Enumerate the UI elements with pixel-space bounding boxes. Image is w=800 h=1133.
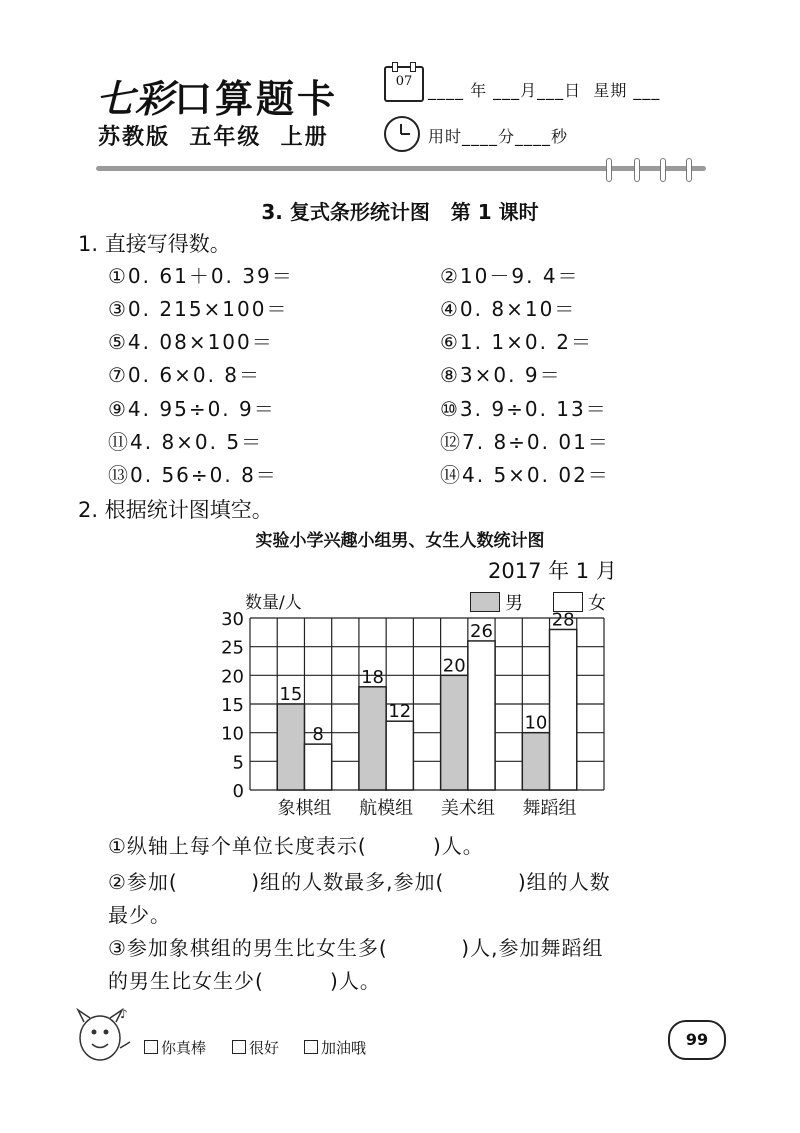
checkbox-icon[interactable] [144, 1040, 158, 1054]
x-tick-label: 美术组 [440, 798, 495, 819]
calc-item-12: ⑫7. 8÷0. 01＝ [440, 430, 610, 454]
calc-item-2: ②10－9. 4＝ [440, 264, 580, 288]
fill-question-2: ②参加( )组的人数最多,参加( )组的人数 [108, 870, 611, 894]
bar-male [277, 704, 304, 790]
logo-lead: 七彩 [96, 76, 175, 121]
rating-option-keep-going[interactable] [304, 1037, 366, 1058]
bar-value-label: 20 [442, 655, 466, 677]
fill-question-1: ①纵轴上每个单位长度表示( )人。 [108, 834, 484, 858]
time-fill-line: 用时____分____秒 [428, 127, 569, 146]
calc-item-4: ④0. 8×10＝ [440, 297, 577, 321]
bar-male [359, 687, 386, 790]
bar-female [386, 721, 413, 790]
bar-value-label: 26 [470, 620, 493, 642]
calc-item-13: ⑬0. 56÷0. 8＝ [108, 463, 278, 487]
bar-female [468, 641, 495, 790]
y-tick-label: 30 [221, 609, 244, 630]
calc-item-11: ⑪4. 8×0. 5＝ [108, 430, 264, 454]
calc-item-6: ⑥1. 1×0. 2＝ [440, 330, 594, 354]
bar-male [522, 733, 549, 790]
bar-value-label: 10 [524, 712, 548, 734]
fill-question-2-cont: 最少。 [108, 903, 171, 927]
question-1-title: 1. 直接写得数。 [78, 232, 231, 256]
bar-value-label: 8 [312, 724, 324, 746]
rating-option-label: 加油哦 [321, 1039, 367, 1057]
checkbox-icon[interactable] [304, 1040, 318, 1054]
legend-label-female: 女 [588, 593, 606, 614]
bar-value-label: 15 [279, 684, 303, 705]
chart-title: 实验小学兴趣小组男、女生人数统计图 [255, 531, 545, 551]
x-tick-label: 航模组 [359, 798, 414, 819]
bar-value-label: 12 [388, 701, 412, 723]
x-tick-label: 象棋组 [277, 798, 332, 819]
calc-item-8: ⑧3×0. 9＝ [440, 363, 562, 387]
chart-bars [277, 629, 577, 790]
calc-item-3: ③0. 215×100＝ [108, 297, 289, 321]
logo-main: 口算题卡 [174, 76, 339, 121]
calc-item-10: ⑩3. 9÷0. 13＝ [440, 397, 608, 421]
checkbox-icon[interactable] [232, 1040, 246, 1054]
bar-female [550, 629, 577, 790]
y-tick-label: 25 [221, 637, 244, 659]
chart-y-axis-label: 数量/人 [245, 593, 302, 613]
x-tick-label: 舞蹈组 [522, 798, 577, 819]
fill-question-3: ③参加象棋组的男生比女生多( )人,参加舞蹈组 [108, 936, 604, 960]
y-tick-label: 10 [221, 723, 244, 745]
bar-male [441, 675, 468, 790]
bar-female [304, 744, 331, 790]
cartoon-mascot-icon [72, 1002, 134, 1072]
rating-option-label: 你真棒 [161, 1039, 207, 1057]
rating-option-label: 很好 [249, 1039, 280, 1057]
edition-label: 苏教版 五年级 上册 [98, 125, 329, 150]
calc-item-5: ⑤4. 08×100＝ [108, 330, 274, 354]
rating-option-good[interactable] [232, 1037, 279, 1058]
calc-item-14: ⑭4. 5×0. 02＝ [440, 463, 610, 487]
question-2-title: 2. 根据统计图填空。 [78, 498, 273, 522]
legend-label-male: 男 [505, 593, 523, 614]
bar-value-label: 18 [361, 666, 384, 688]
y-tick-label: 15 [221, 695, 244, 716]
calc-item-9: ⑨4. 95÷0. 9＝ [108, 397, 276, 421]
calc-item-7: ⑦0. 6×0. 8＝ [108, 363, 262, 387]
calendar-icon-text: 07 [395, 74, 413, 89]
lesson-title: 3. 复式条形统计图 第 1 课时 [261, 200, 539, 224]
page-number: 99 [668, 1020, 726, 1060]
fill-question-3-cont: 的男生比女生少( )人。 [108, 969, 381, 993]
y-tick-label: 0 [232, 781, 244, 802]
calc-item-1: ①0. 61＋0. 39＝ [108, 264, 294, 288]
y-tick-label: 5 [232, 752, 244, 774]
svg-text:♪: ♪ [120, 1007, 128, 1021]
rating-option-great[interactable] [144, 1037, 206, 1058]
y-tick-label: 20 [221, 666, 244, 688]
chart-subtitle: 2017 年 1 月 [488, 559, 617, 583]
date-fill-line: ____ 年 ___月___日 星期 ___ [428, 81, 661, 100]
bar-value-label: 28 [551, 609, 575, 631]
